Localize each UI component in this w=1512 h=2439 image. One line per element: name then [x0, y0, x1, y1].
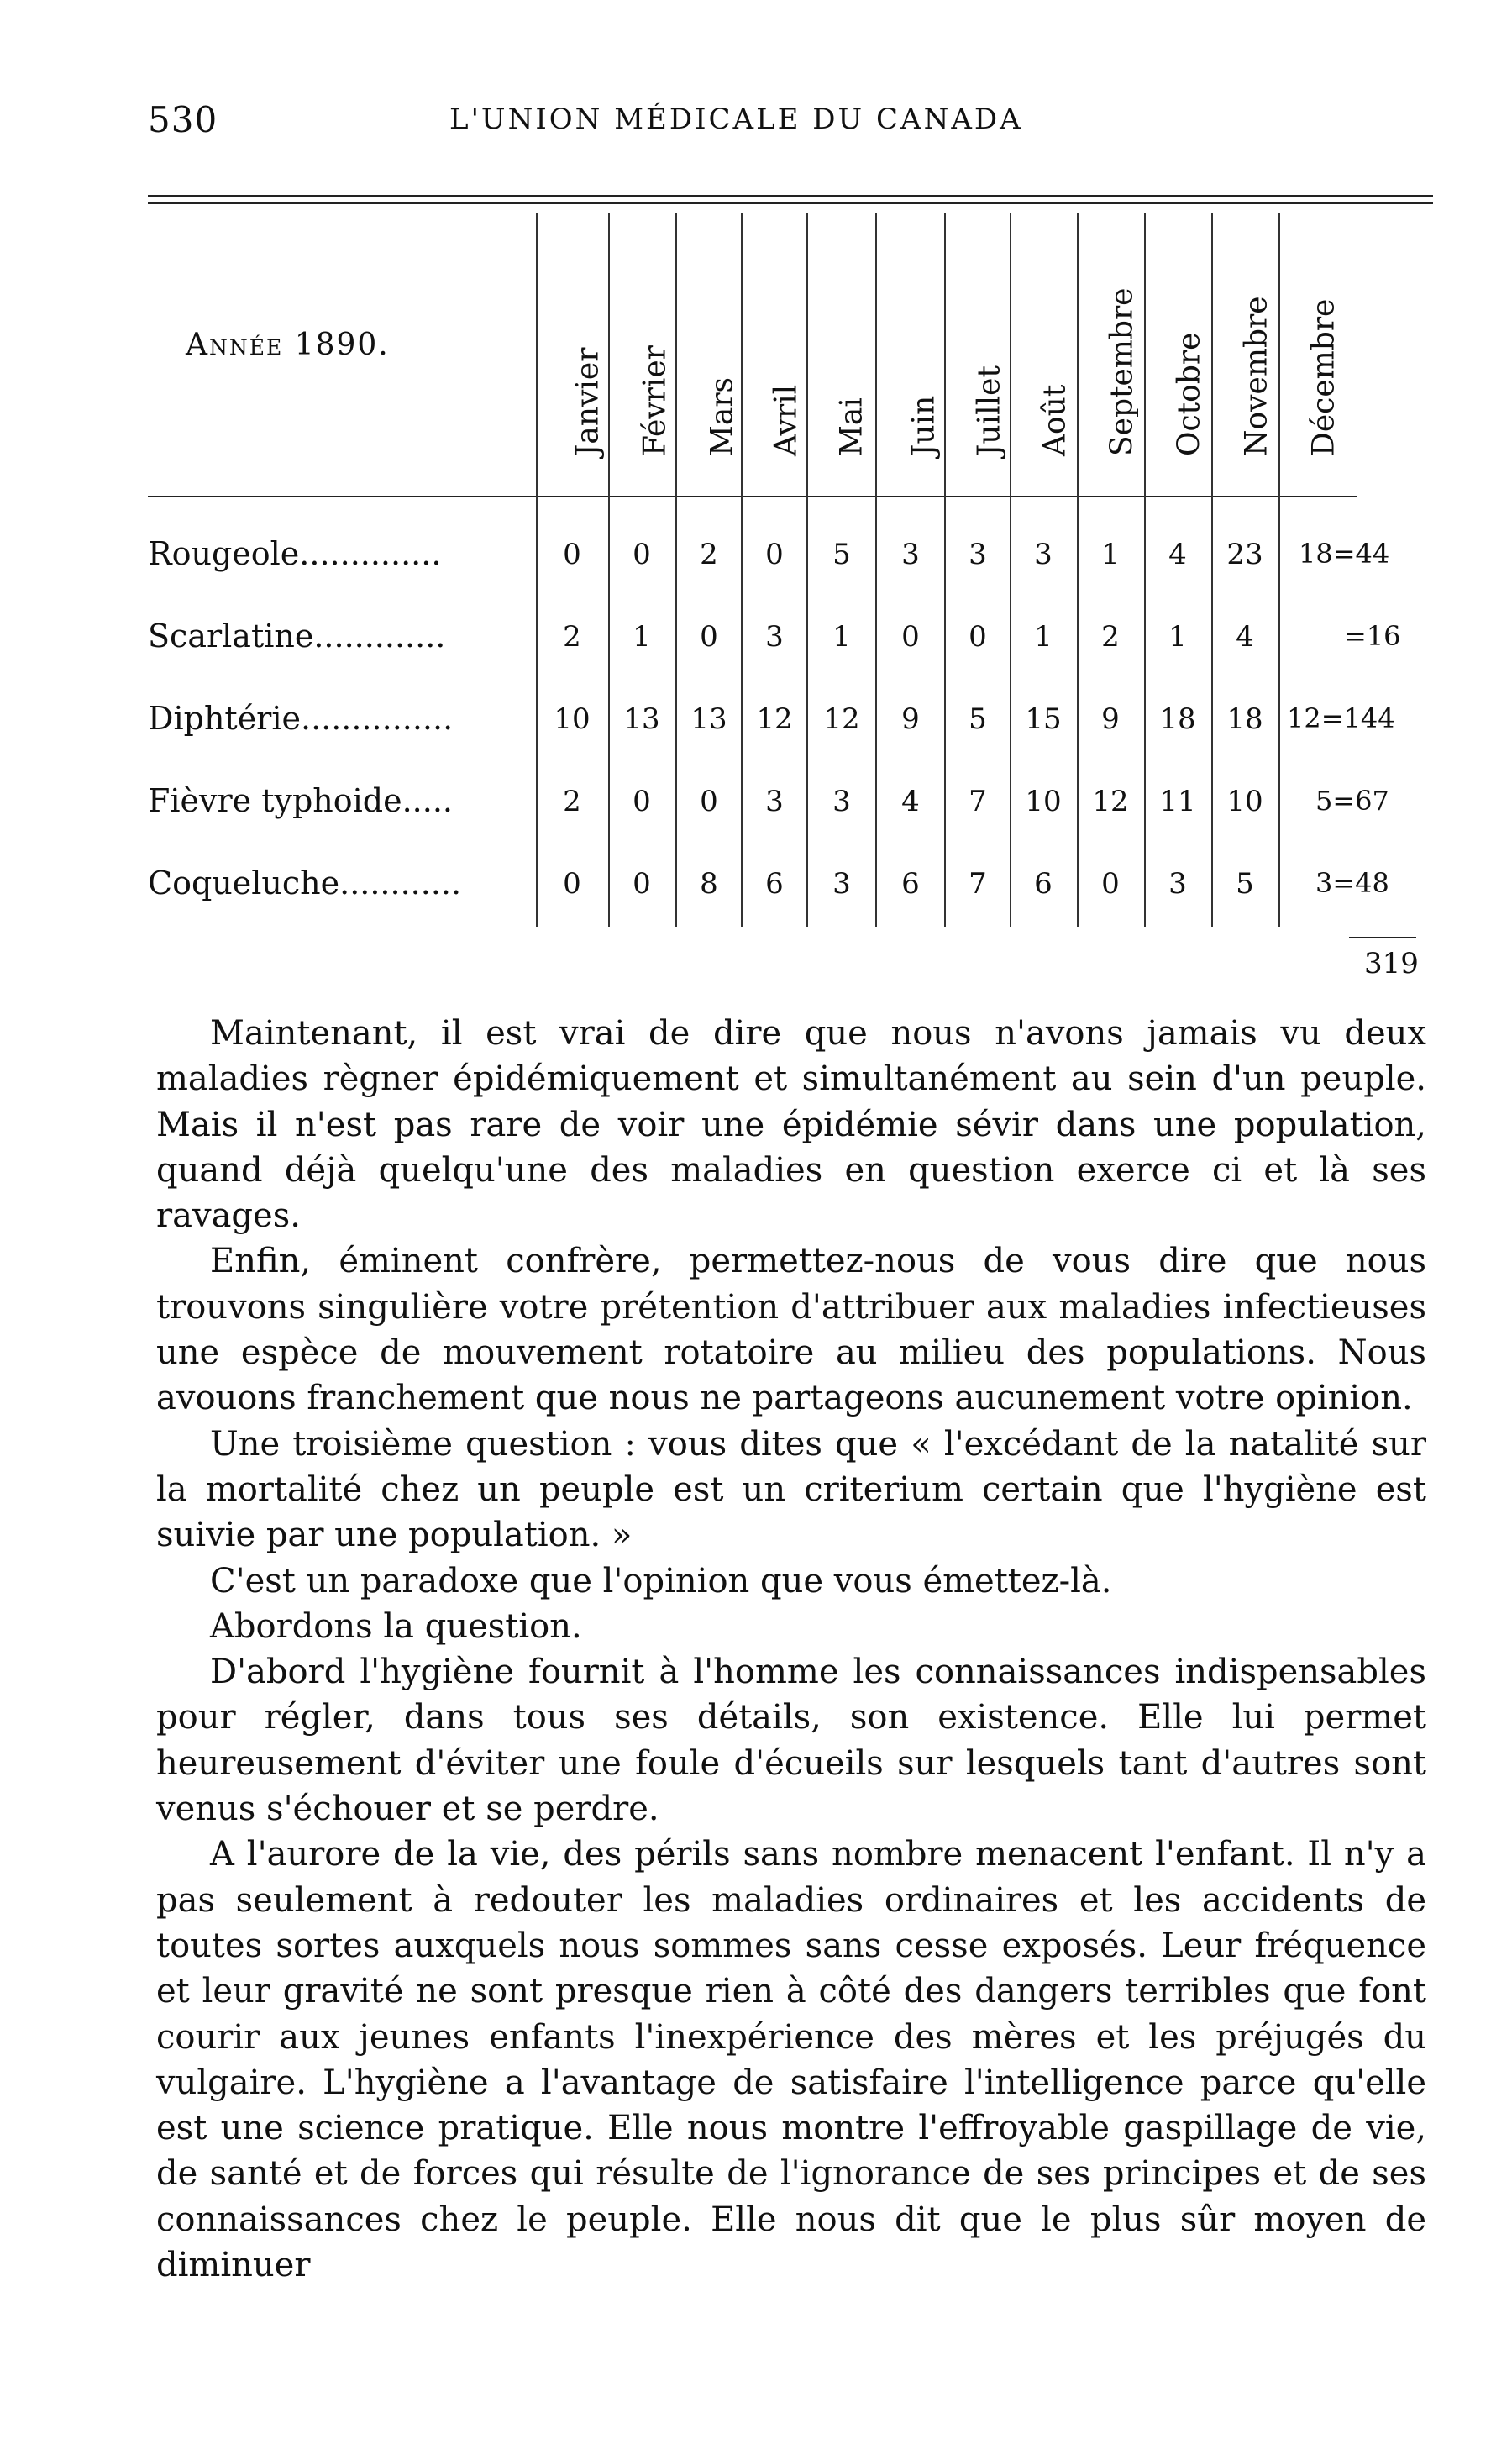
table-cell: 10 — [1226, 785, 1263, 818]
row-total: 12=144 — [1287, 702, 1395, 734]
table-cell: 0 — [633, 538, 651, 571]
column-separator — [1144, 213, 1146, 927]
paragraph: Une troisième question : vous dites que « l'excédant de la natalité sur la mortalité chez un peuple est un criterium certain que l'hygiène est suivie par une population. » — [156, 1424, 1426, 1555]
page-number: 530 — [148, 99, 218, 140]
table-cell: 2 — [563, 785, 581, 818]
table-cell: 10 — [1025, 785, 1062, 818]
table-cell: 12 — [1092, 785, 1129, 818]
table-cell: 7 — [969, 785, 987, 818]
table-cell: 0 — [765, 538, 784, 571]
table-cell: 6 — [901, 867, 920, 901]
table-cell: 6 — [1034, 867, 1053, 901]
table-cell: 12 — [823, 702, 860, 736]
column-separator — [741, 213, 743, 927]
table-cell: 13 — [623, 702, 660, 736]
month-header: Avril — [769, 384, 804, 456]
header-separator-rule — [148, 496, 1357, 497]
table-cell: 3 — [832, 785, 851, 818]
year-label: Année 1890. — [186, 328, 390, 362]
table-cell: 5 — [1236, 867, 1254, 901]
month-header: Octobre — [1172, 332, 1207, 456]
column-separator — [608, 213, 610, 927]
grand-total: 319 — [1364, 947, 1419, 980]
table-cell: 4 — [901, 785, 920, 818]
paragraph: Maintenant, il est vrai de dire que nous n'avons jamais vu deux maladies règner épidémiquement et simultanément au sein d'un peuple. Mais il n'est pas rare de voir une épidémie sévir dans une population, quand déjà quelqu'une des maladies en question exerce ci et là ses ravages. — [156, 1014, 1426, 1236]
table-cell: 2 — [700, 538, 718, 571]
table-cell: 3 — [901, 538, 920, 571]
column-separator — [1010, 213, 1011, 927]
column-separator — [806, 213, 808, 927]
table-cell: 3 — [1034, 538, 1053, 571]
paragraph: C'est un paradoxe que l'opinion que vous émettez-là. — [210, 1561, 1112, 1601]
row-total: 5=67 — [1315, 785, 1389, 817]
month-header: Janvier — [570, 347, 606, 456]
column-separator — [675, 213, 677, 927]
table-cell: 0 — [633, 785, 651, 818]
column-separator — [944, 213, 946, 927]
table-cell: 5 — [832, 538, 851, 571]
paragraph: Abordons la question. — [210, 1606, 582, 1646]
month-header: Juillet — [972, 365, 1007, 456]
table-cell: 0 — [901, 620, 920, 654]
row-label-fievre-typhoide: Fièvre typhoide..... — [148, 782, 453, 819]
month-header: Août — [1037, 384, 1073, 456]
table-cell: 4 — [1168, 538, 1187, 571]
column-separator — [1278, 213, 1280, 927]
table-cell: 12 — [756, 702, 793, 736]
table-cell: 2 — [1101, 620, 1120, 654]
sum-rule — [1349, 937, 1416, 938]
table-cell: 2 — [563, 620, 581, 654]
table-cell: 9 — [1101, 702, 1120, 736]
table-cell: 13 — [690, 702, 727, 736]
table-cell: 18 — [1159, 702, 1196, 736]
table-cell: 6 — [765, 867, 784, 901]
month-header: Décembre — [1306, 298, 1341, 456]
table-cell: 11 — [1159, 785, 1196, 818]
row-label-scarlatine: Scarlatine............. — [148, 618, 446, 654]
table-cell: 0 — [700, 785, 718, 818]
table-cell: 7 — [969, 867, 987, 901]
table-cell: 0 — [1101, 867, 1120, 901]
month-header: Juin — [906, 395, 942, 456]
table-cell: 0 — [700, 620, 718, 654]
table-cell: 1 — [1168, 620, 1187, 654]
row-label-diphterie: Diphtérie............... — [148, 700, 454, 737]
row-label-coqueluche: Coqueluche............ — [148, 865, 462, 901]
table-cell: 1 — [1034, 620, 1053, 654]
table-cell: 0 — [563, 538, 581, 571]
row-total: 18=44 — [1299, 538, 1390, 570]
month-header: Mars — [705, 376, 740, 456]
table-cell: 9 — [901, 702, 920, 736]
table-cell: 1 — [1101, 538, 1120, 571]
table-cell: 1 — [633, 620, 651, 654]
table-cell: 0 — [969, 620, 987, 654]
month-header: Novembre — [1239, 296, 1274, 456]
column-separator — [875, 213, 877, 927]
paragraph: D'abord l'hygiène fournit à l'homme les connaissances indispensables pour régler, dans tous ses détails, son existence. Elle lui permet heureusement d'éviter une foule d'écueils sur lesquels tant d'autres sont venus s'échouer et se perdre. — [156, 1653, 1426, 1829]
row-total: =16 — [1344, 620, 1401, 652]
paragraph: Enfin, éminent confrère, permettez-nous de vous dire que nous trouvons singulière votre prétention d'attribuer aux maladies infectieuses une espèce de mouvement rotatoire au milieu des populations. Nous avouons franchement que nous ne partageons aucunement votre opinion. — [156, 1242, 1426, 1418]
month-header: Mai — [834, 397, 869, 456]
table-cell: 4 — [1236, 620, 1254, 654]
column-separator — [1211, 213, 1213, 927]
article-text — [156, 1011, 1426, 2288]
table-cell: 0 — [633, 867, 651, 901]
running-title: L'UNION MÉDICALE DU CANADA — [449, 103, 1023, 136]
table-cell: 15 — [1025, 702, 1062, 736]
disease-statistics-table — [148, 197, 1433, 980]
table-cell: 0 — [563, 867, 581, 901]
table-cell: 3 — [969, 538, 987, 571]
month-header: Septembre — [1105, 287, 1140, 456]
table-cell: 3 — [1168, 867, 1187, 901]
table-cell: 8 — [700, 867, 718, 901]
table-cell: 18 — [1226, 702, 1263, 736]
row-label-rougeole: Rougeole.............. — [148, 535, 442, 572]
paragraph: A l'aurore de la vie, des périls sans nombre menacent l'enfant. Il n'y a pas seulement à redouter les maladies ordinaires et les accidents de toutes sortes auxquels nous sommes sans cesse exposés. Leur fréquence et leur gravité ne sont presque rien à côté des dangers terribles que font courir aux jeunes enfants l'inexpérience des mères et les préjugés du vulgaire. L'hygiène a l'avantage de satisfaire l'intelligence parce qu'elle est une science pratique. Elle nous montre l'effroyable gaspillage de vie, de santé et de forces qui résulte de l'ignorance de ses principes et de ses connaissances chez le peuple. Elle nous dit que le plus sûr moyen de diminuer — [156, 1835, 1426, 2285]
table-cell: 10 — [554, 702, 591, 736]
column-separator — [1077, 213, 1079, 927]
table-cell: 3 — [832, 867, 851, 901]
month-header: Février — [638, 345, 673, 456]
table-cell: 3 — [765, 785, 784, 818]
table-cell: 1 — [832, 620, 851, 654]
table-cell: 5 — [969, 702, 987, 736]
table-cell: 23 — [1226, 538, 1263, 571]
column-separator — [536, 213, 538, 927]
row-total: 3=48 — [1315, 867, 1389, 899]
table-cell: 3 — [765, 620, 784, 654]
